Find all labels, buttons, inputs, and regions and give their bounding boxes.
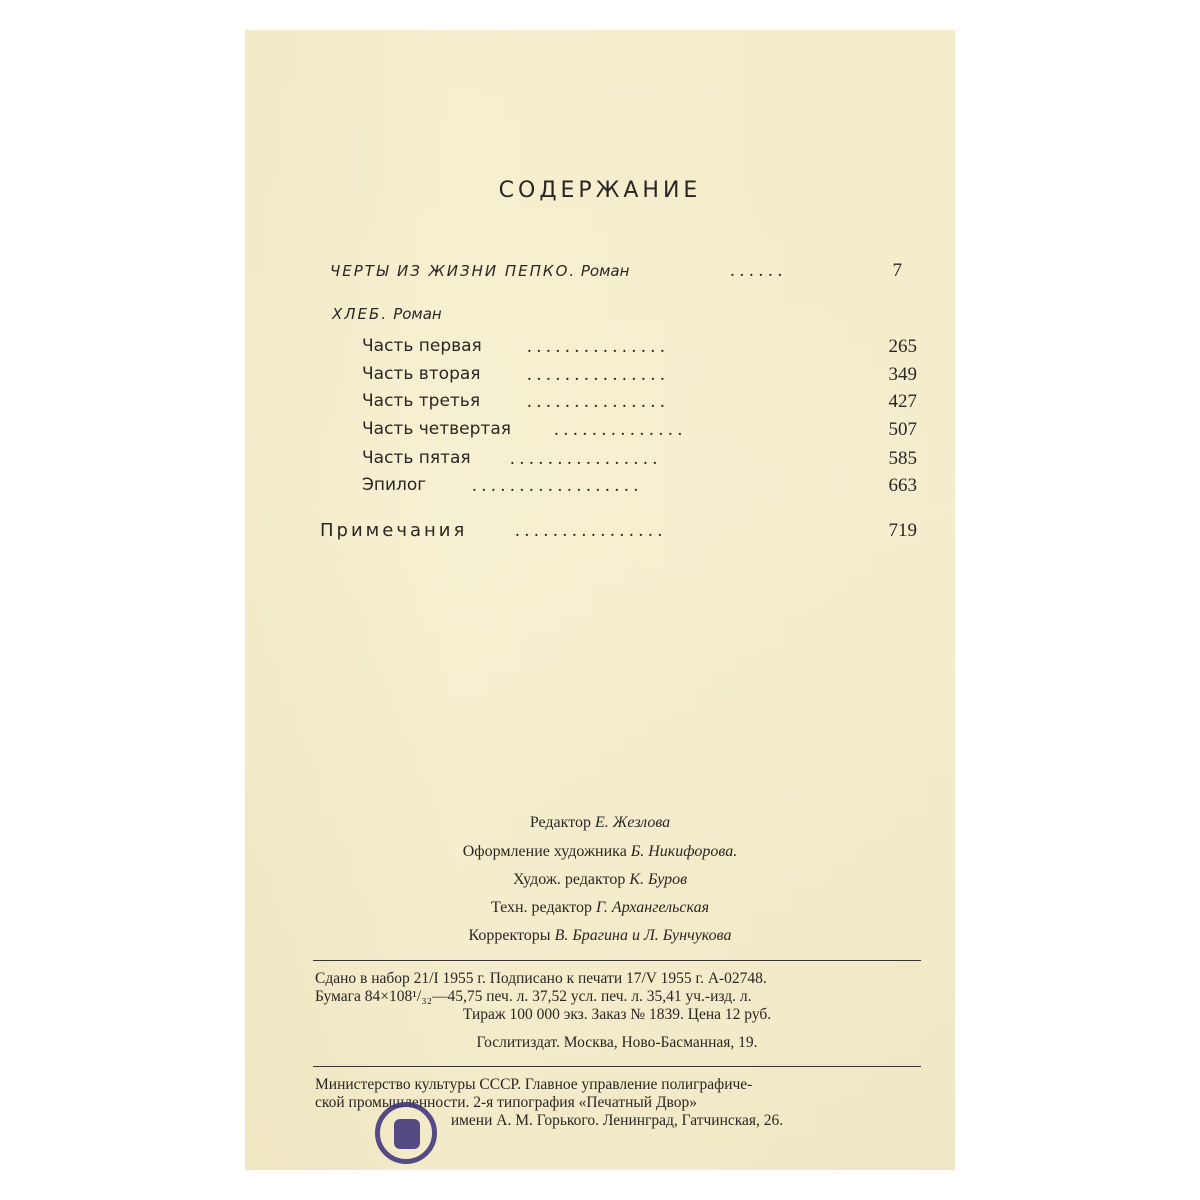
credit-role: Худож. редактор <box>512 871 626 888</box>
toc-entry-label <box>330 260 629 282</box>
leader-dots: . . . . . . . . . . . . . . . <box>527 364 665 385</box>
toc-entry-part <box>362 364 917 390</box>
leader-dots: . . . . . . <box>730 260 783 281</box>
toc-entry-label: Часть пятая <box>362 448 471 468</box>
credit-name: Г. Архангельская <box>596 899 710 916</box>
credit-name: Б. Никифорова. <box>630 843 738 860</box>
book-page <box>245 30 955 1170</box>
page-number: 719 <box>888 520 917 541</box>
credit-editor <box>245 814 955 832</box>
printer-line: ской промышленности. 2-я типография «Печатный Двор» <box>315 1094 697 1111</box>
toc-entry-label: Часть вторая <box>362 364 481 384</box>
leader-dots: . . . . . . . . . . . . . . <box>554 419 683 440</box>
publisher-line: Гослитиздат. Москва, Ново-Басманная, 19. <box>476 1034 758 1051</box>
toc-entry-label: Часть третья <box>362 391 481 411</box>
divider <box>313 1066 921 1067</box>
page-title: СОДЕРЖАНИЕ <box>498 178 702 203</box>
credit-name: В. Брагина и Л. Бунчукова <box>554 927 732 944</box>
toc-entry-part <box>362 475 917 501</box>
toc-entry-label: Часть первая <box>362 336 482 356</box>
toc-entry-label: Часть четвертая <box>362 419 511 439</box>
credit-role: Оформление художника <box>462 843 627 860</box>
credit-role: Техн. редактор <box>490 899 593 916</box>
page-number: 349 <box>888 364 917 385</box>
credit-name: К. Буров <box>629 871 688 888</box>
credit-design <box>245 843 955 861</box>
imprint-line: Сдано в набор 21/I 1955 г. Подписано к печати 17/V 1955 г. А-02748. <box>315 970 767 987</box>
credit-tech-editor <box>245 899 955 917</box>
printer-line: Министерство культуры СССР. Главное управление полиграфиче- <box>315 1076 753 1093</box>
imprint-line: Бумага 84×108¹/₃₂—45,75 печ. л. 37,52 усл. печ. л. 35,41 уч.-изд. л. <box>315 988 752 1005</box>
credit-role: Корректоры <box>468 927 551 944</box>
leader-dots: . . . . . . . . . . . . . . . . <box>515 520 663 541</box>
printer-line: имени А. М. Горького. Ленинград, Гатчинская, 26. <box>450 1112 784 1129</box>
leader-dots: . . . . . . . . . . . . . . . . . . <box>472 475 639 496</box>
credit-proofreaders <box>245 927 955 945</box>
toc-entry-novel2 <box>332 304 442 323</box>
leader-dots: . . . . . . . . . . . . . . . <box>527 391 665 412</box>
page-number: 427 <box>888 391 917 412</box>
toc-entry-part <box>362 448 917 474</box>
toc-entry-label: Примечания <box>320 520 468 541</box>
library-stamp <box>375 1102 437 1164</box>
page-number: 265 <box>888 336 917 357</box>
page-number: 585 <box>888 448 917 469</box>
leader-dots: . . . . . . . . . . . . . . . <box>527 336 665 357</box>
novel-title: ХЛЕБ. <box>332 305 389 323</box>
toc-entry-part <box>362 336 917 362</box>
credit-role: Редактор <box>529 814 591 831</box>
stamp-mark <box>394 1119 420 1149</box>
credit-art-editor <box>245 871 955 889</box>
toc-entry-novel1 <box>330 260 902 286</box>
toc-entry-part <box>362 419 917 445</box>
divider <box>313 960 921 961</box>
novel-title: ЧЕРТЫ ИЗ ЖИЗНИ ПЕПКО. <box>330 262 577 280</box>
novel-genre: Роман <box>580 262 630 280</box>
page-number: 507 <box>888 419 917 440</box>
leader-dots: . . . . . . . . . . . . . . . . <box>510 448 658 469</box>
imprint-line: Тираж 100 000 экз. Заказ № 1839. Цена 12 руб. <box>462 1006 772 1023</box>
toc-entry-notes <box>320 520 917 546</box>
novel-genre: Роман <box>393 305 442 323</box>
toc-entry-label: Эпилог <box>362 475 427 495</box>
toc-entry-part <box>362 391 917 417</box>
credit-name: Е. Жезлова <box>595 814 671 831</box>
page-number: 663 <box>888 475 917 496</box>
page-number: 7 <box>892 260 902 281</box>
